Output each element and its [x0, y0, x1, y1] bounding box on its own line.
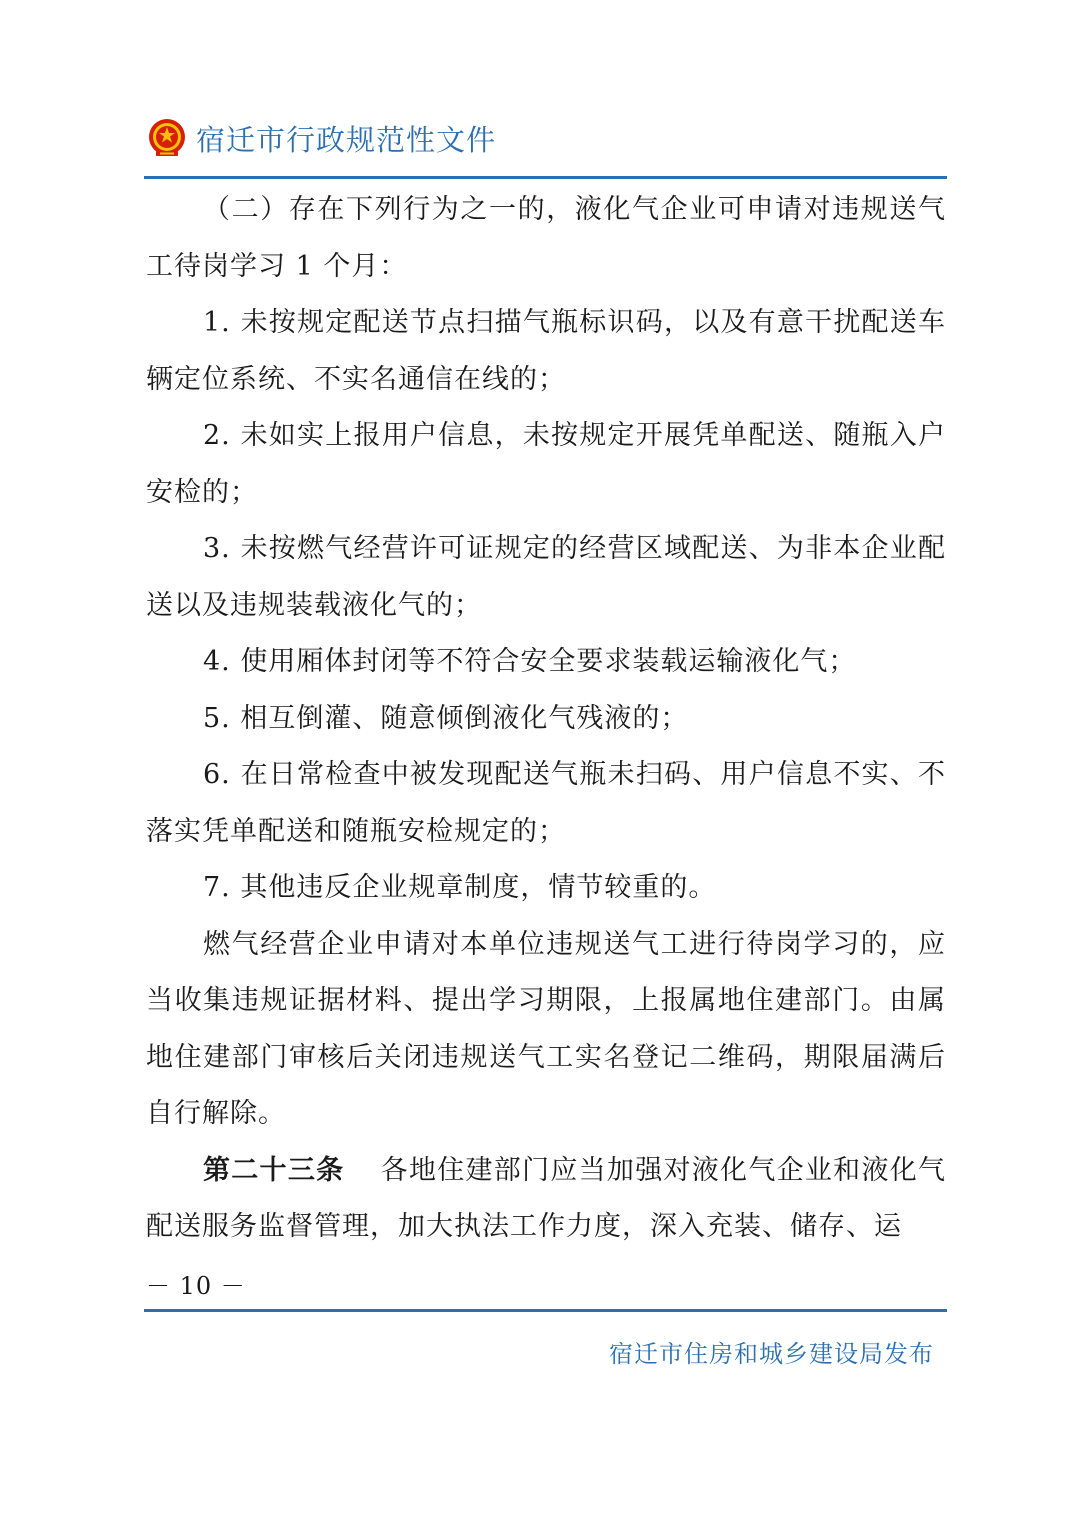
list-item-5: 5. 相互倒灌、随意倾倒液化气残液的； — [203, 702, 689, 734]
list-item-1: 1. 未按规定配送节点扫描气瓶标识码，以及有意干扰配送车辆定位系统、不实名通信在线的； — [146, 307, 946, 395]
list-item-7: 7. 其他违反企业规章制度，情节较重的。 — [203, 872, 717, 903]
paragraph-clause-2: （二）存在下列行为之一的，液化气企业可申请对违规送气工待岗学习 1 个月： — [146, 194, 946, 282]
article-23 — [146, 1143, 946, 1256]
article-text: 各地住建部门应当加强对液化气企业和液化气配送服务监督管理，加大执法工作力度，深入充装、储存、运 — [146, 1154, 947, 1242]
page-number: － 10 － — [146, 1272, 246, 1300]
list-item-6: 6. 在日常检查中被发现配送气瓶未扫码、用户信息不实、不落实凭单配送和随瓶安检规定的； — [146, 759, 946, 847]
list-item-4: 4. 使用厢体封闭等不符合安全要求装载运输液化气； — [203, 646, 857, 677]
document-body — [146, 182, 946, 1256]
list-item-3: 3. 未按燃气经营许可证规定的经营区域配送、为非本企业配送以及违规装载液化气的； — [146, 533, 946, 621]
header-title: 宿迁市行政规范性文件 — [196, 122, 497, 157]
footer-divider — [144, 1309, 947, 1312]
paragraph-application: 燃气经营企业申请对本单位违规送气工进行待岗学习的，应当收集违规证据材料、提出学习期限，上报属地住建部门。由属地住建部门审核后关闭违规送气工实名登记二维码，期限届满后自行解除。 — [146, 928, 946, 1129]
list-item-2: 2. 未如实上报用户信息，未按规定开展凭单配送、随瓶入户安检的； — [146, 420, 946, 508]
document-header — [146, 112, 496, 164]
header-divider — [144, 176, 947, 179]
article-heading: 第二十三条 — [203, 1154, 345, 1186]
publisher-label: 宿迁市住房和城乡建设局发布 — [609, 1340, 934, 1368]
national-emblem-icon — [146, 117, 188, 159]
